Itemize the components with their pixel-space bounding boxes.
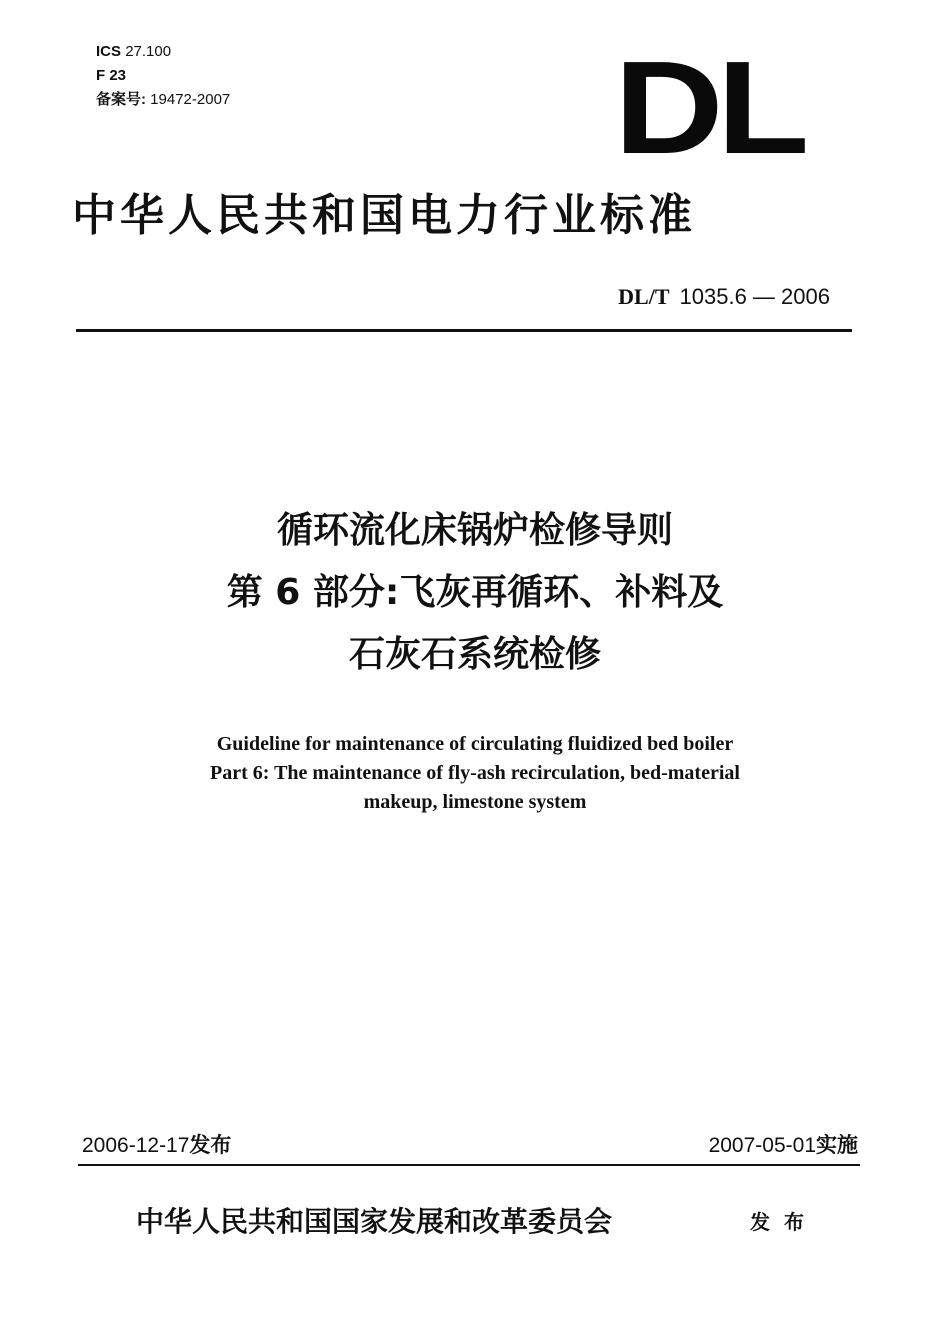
publish-label: 发布 <box>750 1210 818 1234</box>
record-number: 19472-2007 <box>150 91 231 108</box>
standard-number <box>618 282 830 312</box>
standard-code: 1035.6 — 2006 <box>679 284 830 309</box>
classification-block <box>96 40 230 112</box>
publisher-name: 中华人民共和国国家发展和改革委员会 <box>136 1205 613 1238</box>
top-divider <box>76 329 852 332</box>
classification-code: F 23 <box>96 67 127 84</box>
english-title-line-2: Part 6: The maintenance of fly-ash recirculation, bed-material <box>210 762 740 784</box>
record-line <box>96 88 230 112</box>
standard-prefix: DL/T <box>618 284 670 309</box>
chinese-title-line-3: 石灰石系统检修 <box>348 634 601 675</box>
issue-date-value: 2006-12-17 <box>82 1134 190 1157</box>
implementation-date <box>709 1132 858 1160</box>
ics-label: ICS <box>96 43 122 60</box>
implementation-date-value: 2007-05-01 <box>708 1134 816 1157</box>
issue-date-suffix: 发布 <box>189 1134 232 1157</box>
english-title-line-1: Guideline for maintenance of circulating fluidized bed boiler <box>216 733 734 755</box>
industry-standard-title: 中华人民共和国电力行业标准 <box>72 190 696 241</box>
chinese-title <box>0 500 950 686</box>
issue-date <box>82 1132 231 1160</box>
english-title <box>0 730 950 817</box>
dl-logo: DL <box>614 58 803 158</box>
chinese-title-line-2: 第 6 部分:飞灰再循环、补料及 <box>226 572 724 613</box>
record-label: 备案号: <box>96 91 146 108</box>
english-title-line-3: makeup, limestone system <box>363 791 587 813</box>
implementation-date-suffix: 实施 <box>816 1134 858 1157</box>
ics-code: 27.100 <box>125 43 172 60</box>
bottom-divider <box>78 1164 860 1166</box>
chinese-title-line-1: 循环流化床锅炉检修导则 <box>276 510 673 551</box>
ics-line <box>96 40 230 64</box>
